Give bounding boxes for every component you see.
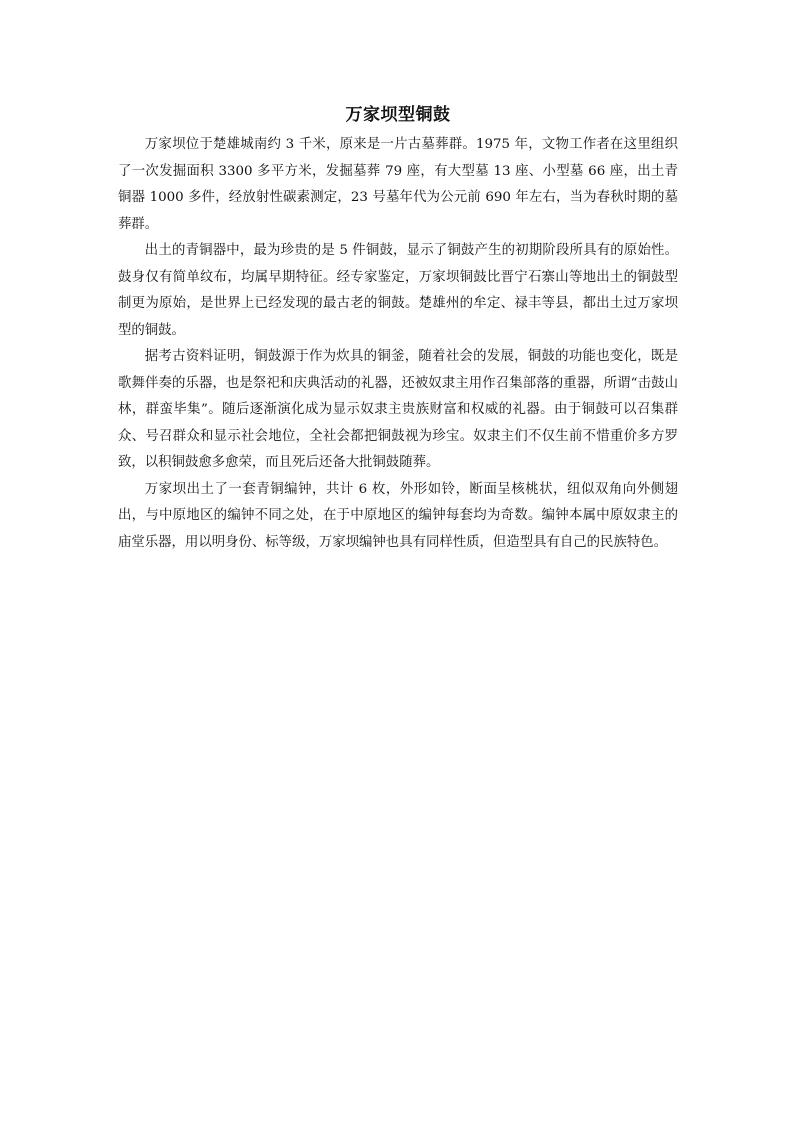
document-page [118, 100, 678, 556]
document-title: 万家坝型铜鼓 [345, 105, 451, 125]
paragraph-4: 万家坝出土了一套青铜编钟，共计 6 枚，外形如铃，断面呈核桃状，纽似双角向外侧翅出，与中原地区的编钟不同之处，在于中原地区的编钟每套均为奇数。编钟本属中原奴隶主的庙堂乐器，用以明身份、标等级，万家坝编钟也具有同样性质，但造型具有自己的民族特色。 [118, 481, 678, 550]
paragraph-3: 据考古资料证明，铜鼓源于作为炊具的铜釜，随着社会的发展，铜鼓的功能也变化，既是歌舞伴奏的乐器，也是祭祀和庆典活动的礼器，还被奴隶主用作召集部落的重器，所谓“击鼓山林，群蛮毕集”。随后逐渐演化成为显示奴隶主贵族财富和权威的礼器。由于铜鼓可以召集群众、号召群众和显示社会地位，全社会都把铜鼓视为珍宝。奴隶主们不仅生前不惜重价多方罗致，以积铜鼓愈多愈荣，而且死后还备大批铜鼓随葬。 [118, 349, 678, 470]
paragraph-1: 万家坝位于楚雄城南约 3 千米，原来是一片古墓葬群。1975 年，文物工作者在这里组织了一次发掘面积 3300 多平方米，发掘墓葬 79 座，有大型墓 13 座、小型墓 66 座，出土青铜器 1000 多件，经放射性碳素测定，23 号墓年代为公元前 690 年左右，当为春秋时期的墓葬群。 [118, 137, 678, 232]
paragraph-2: 出土的青铜器中，最为珍贵的是 5 件铜鼓，显示了铜鼓产生的初期阶段所具有的原始性。鼓身仅有简单纹布，均属早期特征。经专家鉴定，万家坝铜鼓比晋宁石寨山等地出土的铜鼓型制更为原始，是世界上已经发现的最古老的铜鼓。楚雄州的牟定、禄丰等县，都出土过万家坝型的铜鼓。 [118, 243, 678, 338]
